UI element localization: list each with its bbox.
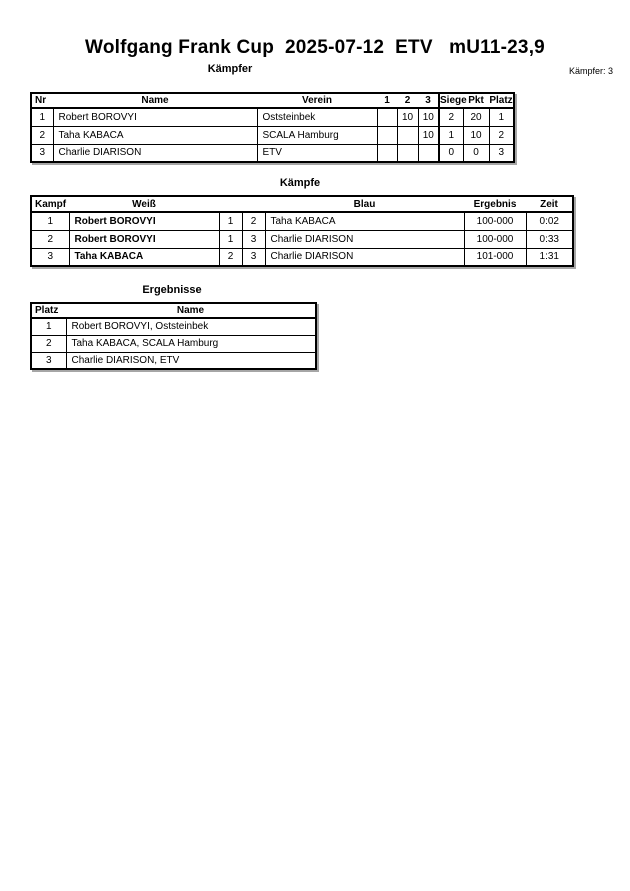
cell-round1 <box>377 108 397 126</box>
kaempfe-table <box>30 195 574 267</box>
fighter-count-label: Kämpfer: 3 <box>568 66 613 76</box>
cell-platz: 2 <box>31 335 66 352</box>
col-header-pkt: Pkt <box>463 93 489 108</box>
cell-platz: 1 <box>31 318 66 335</box>
cell-weiss-name: Robert BOROVYI <box>69 230 219 248</box>
col-header-name: Name <box>66 303 316 318</box>
cell-blau-name: Charlie DIARISON <box>265 230 464 248</box>
col-header-1: 1 <box>377 93 397 108</box>
cell-platz: 1 <box>489 108 514 126</box>
cell-verein: ETV <box>257 144 377 162</box>
col-header-2: 2 <box>397 93 418 108</box>
cell-blau-name: Taha KABACA <box>265 212 464 230</box>
col-header-blau: Blau <box>265 196 464 212</box>
cell-ergebnis: 100-000 <box>464 230 526 248</box>
kaempfer-table <box>30 92 515 163</box>
table-row <box>31 108 514 126</box>
col-header-kampf: Kampf <box>31 196 69 212</box>
cell-name: Taha KABACA, SCALA Hamburg <box>66 335 316 352</box>
cell-kampf: 3 <box>31 248 69 266</box>
col-header-weiss: Weiß <box>69 196 219 212</box>
kaempfe-section-title: Kämpfe <box>279 177 321 189</box>
col-header-name: Name <box>53 93 257 108</box>
cell-weiss-name: Taha KABACA <box>69 248 219 266</box>
cell-siege: 1 <box>439 126 463 144</box>
col-header-blau-nr <box>242 196 265 212</box>
cell-round3: 10 <box>418 126 439 144</box>
table-row <box>31 248 573 266</box>
cell-round1 <box>377 144 397 162</box>
cell-zeit: 0:02 <box>526 212 573 230</box>
ergebnisse-section-title: Ergebnisse <box>142 284 202 296</box>
cell-verein: Oststeinbek <box>257 108 377 126</box>
kaempfer-section-title: Kämpfer <box>207 63 253 75</box>
table-row <box>31 144 514 162</box>
cell-name: Charlie DIARISON, ETV <box>66 352 316 369</box>
cell-verein: SCALA Hamburg <box>257 126 377 144</box>
ergebnisse-table <box>30 302 317 370</box>
col-header-platz: Platz <box>31 303 66 318</box>
cell-blau-nr: 3 <box>242 248 265 266</box>
cell-platz: 3 <box>489 144 514 162</box>
cell-name: Charlie DIARISON <box>53 144 257 162</box>
table-row <box>31 335 316 352</box>
col-header-siege: Siege <box>440 95 467 106</box>
cell-name: Robert BOROVYI, Oststeinbek <box>66 318 316 335</box>
kaempfe-header-row <box>31 196 573 212</box>
cell-platz: 2 <box>489 126 514 144</box>
table-row <box>31 212 573 230</box>
table-row <box>31 318 316 335</box>
cell-siege: 2 <box>439 108 463 126</box>
cell-blau-name: Charlie DIARISON <box>265 248 464 266</box>
cell-pkt: 0 <box>463 144 489 162</box>
cell-blau-nr: 2 <box>242 212 265 230</box>
cell-round3 <box>418 144 439 162</box>
col-header-verein: Verein <box>257 93 377 108</box>
cell-kampf: 1 <box>31 212 69 230</box>
cell-nr: 3 <box>31 144 53 162</box>
cell-blau-nr: 3 <box>242 230 265 248</box>
cell-pkt: 10 <box>463 126 489 144</box>
table-row <box>31 230 573 248</box>
cell-kampf: 2 <box>31 230 69 248</box>
cell-weiss-nr: 1 <box>219 230 242 248</box>
cell-nr: 2 <box>31 126 53 144</box>
cell-round1 <box>377 126 397 144</box>
col-header-nr: Nr <box>31 93 53 108</box>
cell-round2 <box>397 126 418 144</box>
cell-round3: 10 <box>418 108 439 126</box>
cell-round2: 10 <box>397 108 418 126</box>
cell-ergebnis: 101-000 <box>464 248 526 266</box>
kaempfer-header-row <box>31 93 514 108</box>
cell-pkt: 20 <box>463 108 489 126</box>
col-header-platz: Platz <box>489 95 513 106</box>
cell-nr: 1 <box>31 108 53 126</box>
cell-ergebnis: 100-000 <box>464 212 526 230</box>
table-row <box>31 126 514 144</box>
col-header-weiss-nr <box>219 196 242 212</box>
cell-zeit: 0:33 <box>526 230 573 248</box>
col-header-ergebnis: Ergebnis <box>464 196 526 212</box>
cell-weiss-nr: 2 <box>219 248 242 266</box>
cell-name: Robert BOROVYI <box>53 108 257 126</box>
cell-round2 <box>397 144 418 162</box>
cell-weiss-nr: 1 <box>219 212 242 230</box>
page-title: Wolfgang Frank Cup 2025-07-12 ETV mU11-23,9 <box>85 37 545 58</box>
cell-zeit: 1:31 <box>526 248 573 266</box>
table-row <box>31 352 316 369</box>
cell-platz: 3 <box>31 352 66 369</box>
cell-name: Taha KABACA <box>53 126 257 144</box>
ergebnisse-header-row <box>31 303 316 318</box>
col-header-3: 3 <box>418 93 439 108</box>
col-header-zeit: Zeit <box>526 196 573 212</box>
cell-weiss-name: Robert BOROVYI <box>69 212 219 230</box>
cell-siege: 0 <box>439 144 463 162</box>
